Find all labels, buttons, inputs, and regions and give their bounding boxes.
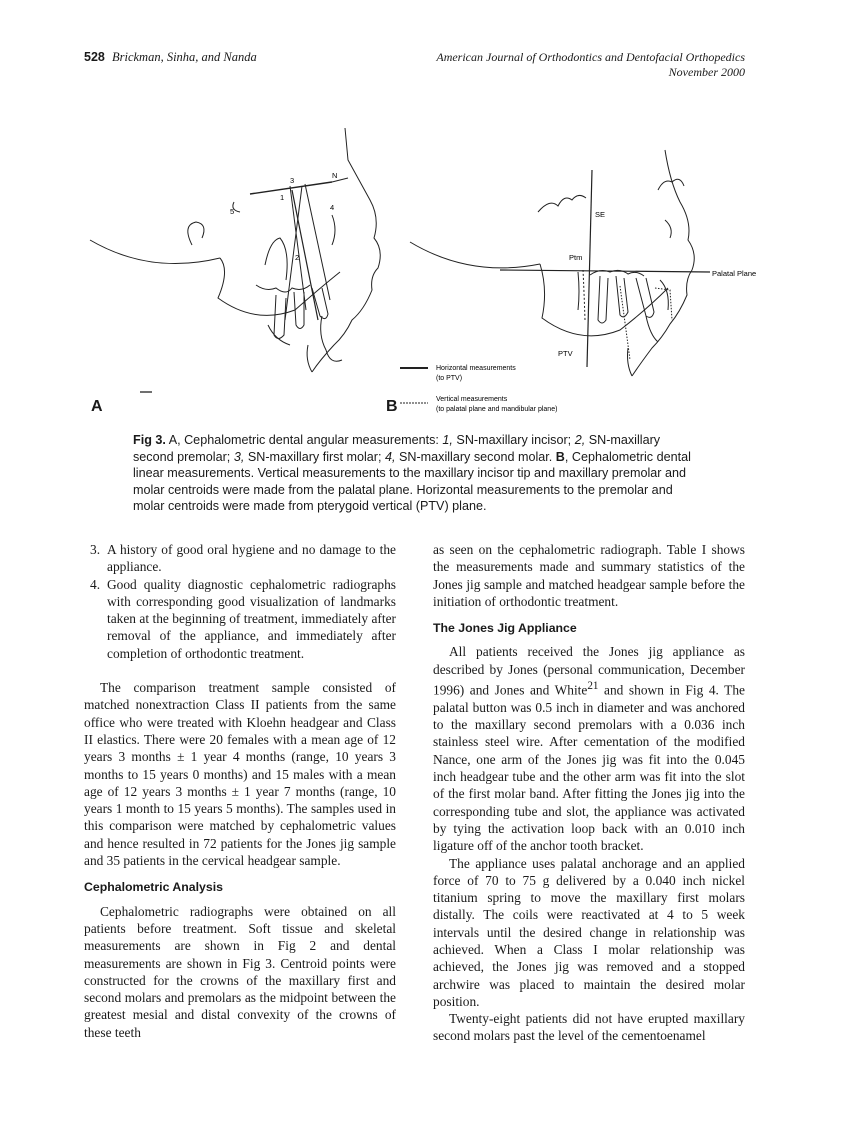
caption-text: , Cephalometric dental linear measurements. Vertical measurements to the maxillary incisor tip and maxillary premolar and molar centroids were made from the palatal plane. Horizontal measurements to the premolar and molar centroids were made from pterygoid vertical (PTV) plane. <box>133 449 691 513</box>
caption-text: SN-maxillary first molar; <box>244 449 385 464</box>
page-number: 528 <box>84 50 105 64</box>
caption-text: A, Cephalometric dental angular measurements: <box>165 433 443 447</box>
panel-b-letter: B <box>386 398 398 415</box>
list-text: A history of good oral hygiene and no damage to the appliance. <box>107 542 396 575</box>
reference-superscript: 21 <box>587 680 599 693</box>
label-a-1: 1 <box>280 193 285 202</box>
label-a-3: 3 <box>290 176 295 185</box>
paragraph: Cephalometric radiographs were obtained on all patients before treatment. Soft tissue and skeletal measurements are shown in Fig 2 and dental measurements are shown in Fig 3. Centroid points were constructed for the crowns of the maxillary first and second molars and premolars as the midpoint between the greatest mesial and distal convexity of the crowns of these teeth <box>84 903 396 1040</box>
label-a-n: N <box>332 171 338 180</box>
paragraph: Twenty-eight patients did not have erupted maxillary second molars past the level of the cementoenamel <box>433 1011 745 1044</box>
running-header-authors: Brickman, Sinha, and Nanda <box>111 50 257 64</box>
legend-vertical: Vertical measurements <box>436 396 508 403</box>
legend-horizontal: Horizontal measurements <box>436 365 516 372</box>
list-text: Good quality diagnostic cephalometric radiographs with corresponding good visualization of landmarks taken at the beginning of treatment, immediately after removal of the appliance, and immediately after completion of orthodontic treatment. <box>107 576 396 661</box>
panel-a-letter: A <box>91 398 103 415</box>
label-b-palatal-plane: Palatal Plane <box>712 269 757 278</box>
figure-caption <box>133 432 693 515</box>
legend-vertical-sub: (to palatal plane and mandibular plane) <box>436 406 558 413</box>
list-number: 4. <box>90 576 101 592</box>
figure-3-cephalometric-tracings <box>80 120 760 420</box>
paragraph-text: All patients received the Jones jig appliance as described by Jones (personal communication, December 1996) and Jones and White <box>433 644 745 698</box>
paragraph-text: and shown in Fig 4. The palatal button was 0.5 inch in diameter and was anchored to the maxillary second premolars with a 0.036 inch stainless steel wire. After cementation of the modified Nance, one arm of the Jones jig was fit into the 0.045 inch headgear tube and the other arm was fit into the slot of the first molar band. After fitting the Jones jig into the corresponding tube and slot, the appliance was activated by tying the activation loop back with an 0.010 inch ligature off of the anchor tooth bracket. <box>433 682 745 854</box>
right-column <box>433 541 745 1045</box>
legend-horizontal-sub: (to PTV) <box>436 375 463 382</box>
paragraph <box>433 643 745 854</box>
inclusion-criteria-list <box>84 541 396 662</box>
left-column <box>84 541 396 1041</box>
label-b-se: SE <box>595 210 606 219</box>
list-number: 3. <box>90 542 101 557</box>
caption-text: SN-maxillary incisor; <box>452 433 575 447</box>
panel-b-tracing <box>410 150 710 376</box>
label-a-4: 4 <box>330 203 335 212</box>
caption-b: B <box>555 449 565 464</box>
caption-item-2: 2, <box>574 433 586 447</box>
label-b-ptm: Ptm <box>569 253 583 262</box>
panel-a-tracing <box>90 128 380 392</box>
caption-text: SN-maxillary second molar. <box>395 449 556 464</box>
label-a-2: 2 <box>295 253 300 262</box>
caption-item-1: 1, <box>442 433 453 447</box>
issue-date: November 2000 <box>668 65 745 79</box>
label-b-ptv: PTV <box>558 349 573 358</box>
label-a-5: 5 <box>230 207 235 216</box>
paragraph: as seen on the cephalometric radiograph. Table I shows the measurements made and summary statistics of the Jones jig sample and matched headgear sample before the initiation of orthodontic treatment. <box>433 542 745 609</box>
list-item <box>84 541 396 576</box>
section-heading: Cephalometric Analysis <box>84 880 223 895</box>
caption-text: SN-maxillary second premolar; <box>133 433 661 464</box>
paragraph: The comparison treatment sample consisted of matched nonextraction Class II patients from the same office who were treated with Kloehn headgear and Class II elastics. There were 20 females with a mean age of 12 years 3 months ± 1 year 4 months (range, 10 years 3 months to 15 years 0 months) and 15 males with a mean age of 12 years 3 months ± 1 year 7 months (range, 10 years 1 month to 15 years 5 months). The samples used in this comparison were matched by cephalometric values and hence resulted in 72 patients for the Jones jig sample and 35 patients in the cervical headgear sample. <box>84 680 396 869</box>
running-header-left <box>84 50 257 65</box>
caption-item-4: 4, <box>384 449 396 464</box>
caption-item-3: 3, <box>233 449 245 464</box>
running-header-right <box>436 50 745 80</box>
journal-title: American Journal of Orthodontics and Dentofacial Orthopedics <box>436 50 745 64</box>
caption-label: Fig 3. <box>133 433 166 447</box>
section-heading: The Jones Jig Appliance <box>433 621 577 636</box>
paragraph: The appliance uses palatal anchorage and an applied force of 70 to 75 g delivered by a 0.040 inch nickel titanium spring to move the maxillary first molars distally. The coils were reactivated at 4 to 5 week intervals until the desired change in relationship was achieved. When a Class I molar relationship was achieved, the Jones jig was removed and a stopped archwire was placed to maintain the desired molar position. <box>433 855 745 1009</box>
list-item <box>84 576 396 662</box>
